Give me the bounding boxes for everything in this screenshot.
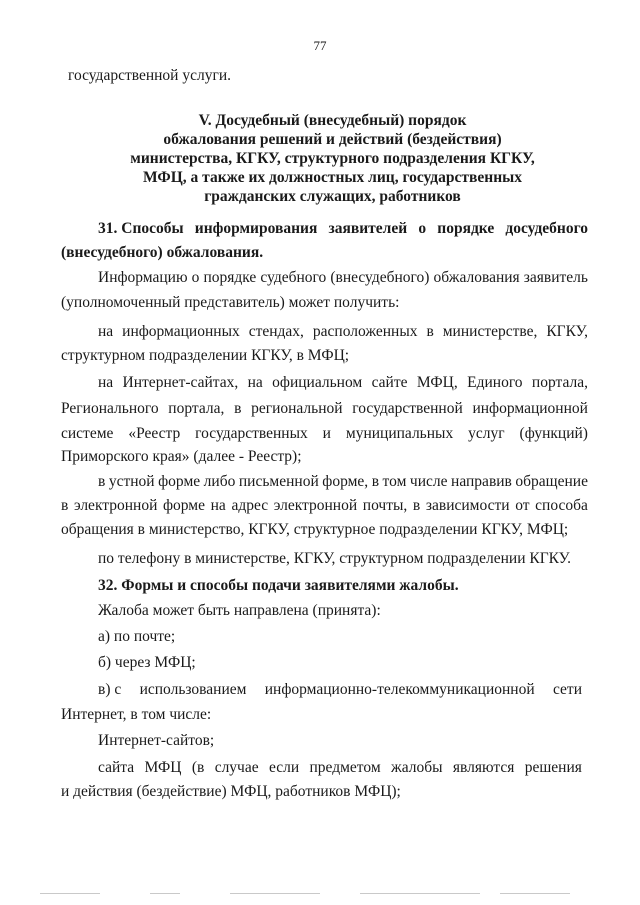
word: (функций): [519, 425, 588, 442]
list-item: а) по почте;: [98, 628, 176, 645]
word: информационно-телекоммуникационной: [264, 681, 535, 698]
word: обжалования: [433, 269, 520, 286]
word: стендах,: [248, 323, 304, 340]
word: о: [418, 220, 427, 237]
word: судебного: [260, 269, 327, 286]
word: портала,: [168, 400, 225, 417]
paragraph-line: и действия (бездействие) МФЦ, работников МФЦ);: [61, 783, 401, 800]
word: использованием: [139, 681, 247, 698]
section-title-line: гражданских служащих, работников: [204, 188, 461, 205]
paragraph-line: [61, 399, 588, 418]
word: КГКУ,: [546, 323, 588, 340]
word: МФЦ: [144, 759, 182, 776]
paragraph-line: по телефону в министерстве, КГКУ, структурном подразделении КГКУ.: [98, 550, 572, 567]
section-title-line: МФЦ, а также их должностных лиц, государственных: [143, 169, 522, 186]
word: на: [247, 374, 263, 391]
intro-tail: государственной услуги.: [68, 67, 231, 84]
word: являются: [452, 759, 515, 776]
word: услуг: [468, 425, 505, 442]
item-31-heading-line: (внесудебного) обжалования.: [61, 244, 264, 261]
word: обращение: [515, 473, 588, 490]
word: официальном: [272, 374, 363, 391]
page-number: 77: [313, 38, 327, 53]
word: Регионального: [61, 400, 159, 417]
word: расположенных: [312, 323, 418, 340]
word: «Реестр: [128, 425, 181, 442]
word: региональной: [251, 400, 343, 417]
word: либо: [203, 473, 236, 490]
word: форме,: [322, 473, 369, 490]
word: порядке: [437, 220, 495, 237]
word: досудебного: [505, 220, 588, 237]
word: в: [61, 497, 69, 514]
paragraph-line: Интернет-сайтов;: [98, 732, 215, 749]
word: системе: [61, 425, 114, 442]
word: если: [268, 759, 300, 776]
word: направив: [451, 473, 512, 490]
word: (внесудебного): [330, 269, 430, 286]
paragraph-line: структурном подразделении КГКУ, в МФЦ;: [61, 347, 350, 364]
scan-speck: [150, 893, 180, 894]
word: министерстве,: [442, 323, 538, 340]
scan-speck: [230, 893, 320, 894]
scan-speck: [360, 893, 480, 894]
paragraph-line: (уполномоченный представитель) может получить:: [61, 294, 400, 311]
scan-speck: [500, 893, 570, 894]
paragraph-line: Жалоба может быть направлена (принята):: [98, 602, 381, 619]
section-title-line: V. Досудебный (внесудебный) порядок: [198, 112, 467, 129]
word: Интернет-сайтах,: [122, 374, 239, 391]
word: от: [515, 497, 530, 514]
paragraph-line: обращения в министерство, КГКУ, структурное подразделении КГКУ, МФЦ;: [61, 521, 569, 538]
word: том: [382, 473, 407, 490]
paragraph-line: Приморского края» (далее - Реестр);: [61, 448, 302, 465]
word: информационной: [472, 400, 588, 417]
word: порядке: [203, 269, 257, 286]
word: в) с: [98, 681, 122, 698]
word: форме: [158, 473, 201, 490]
item-31-heading-line: [98, 219, 588, 238]
word: устной: [108, 473, 155, 490]
item-32-heading: 32. Формы и способы подачи заявителями жалобы.: [98, 577, 459, 594]
paragraph-line: [98, 373, 588, 392]
word: форме: [163, 497, 205, 514]
word: электронной: [273, 497, 358, 514]
word: заявителей: [328, 220, 408, 237]
word: способа: [535, 497, 588, 514]
paragraph-line: [98, 322, 588, 341]
word: на: [98, 323, 114, 340]
word: информационных: [122, 323, 240, 340]
word: государственной: [352, 400, 463, 417]
word: числе: [409, 473, 448, 490]
word: на: [210, 497, 226, 514]
word: решения: [524, 759, 582, 776]
word: и: [322, 425, 331, 442]
word: зависимости: [425, 497, 510, 514]
word: (в: [191, 759, 205, 776]
section-title-line: министерства, КГКУ, структурного подразделения КГКУ,: [130, 150, 535, 167]
word: предметом: [309, 759, 381, 776]
word: заявитель: [523, 269, 588, 286]
word: адрес: [231, 497, 269, 514]
list-item: б) через МФЦ;: [98, 654, 196, 671]
paragraph-line: [98, 472, 588, 491]
word: в: [371, 473, 380, 490]
word: Информацию: [98, 269, 188, 286]
word: жалобы: [391, 759, 443, 776]
word: в: [234, 400, 242, 417]
word: сайта: [98, 759, 135, 776]
word: 31. Способы: [98, 220, 184, 237]
word: почты,: [362, 497, 408, 514]
word: случае: [214, 759, 259, 776]
paragraph-line: Интернет, в том числе:: [61, 706, 212, 723]
paragraph-line: [61, 424, 588, 443]
word: портала,: [531, 374, 588, 391]
word: письменной: [238, 473, 319, 490]
word: о: [191, 269, 200, 286]
list-item: [98, 680, 582, 699]
word: сайте: [371, 374, 408, 391]
word: электронной: [73, 497, 158, 514]
word: на: [98, 374, 114, 391]
word: Единого: [467, 374, 523, 391]
paragraph-line: [98, 758, 582, 777]
word: информирования: [194, 220, 318, 237]
word: в: [426, 323, 434, 340]
word: МФЦ,: [416, 374, 458, 391]
word: сети: [552, 681, 582, 698]
word: государственных: [195, 425, 308, 442]
paragraph-line: [61, 496, 588, 515]
word: в: [412, 497, 421, 514]
scan-speck: [40, 893, 100, 894]
paragraph-line: [98, 268, 588, 287]
word: в: [98, 473, 106, 490]
word: муниципальных: [345, 425, 454, 442]
section-title-line: обжалования решений и действий (бездействия): [163, 131, 502, 148]
